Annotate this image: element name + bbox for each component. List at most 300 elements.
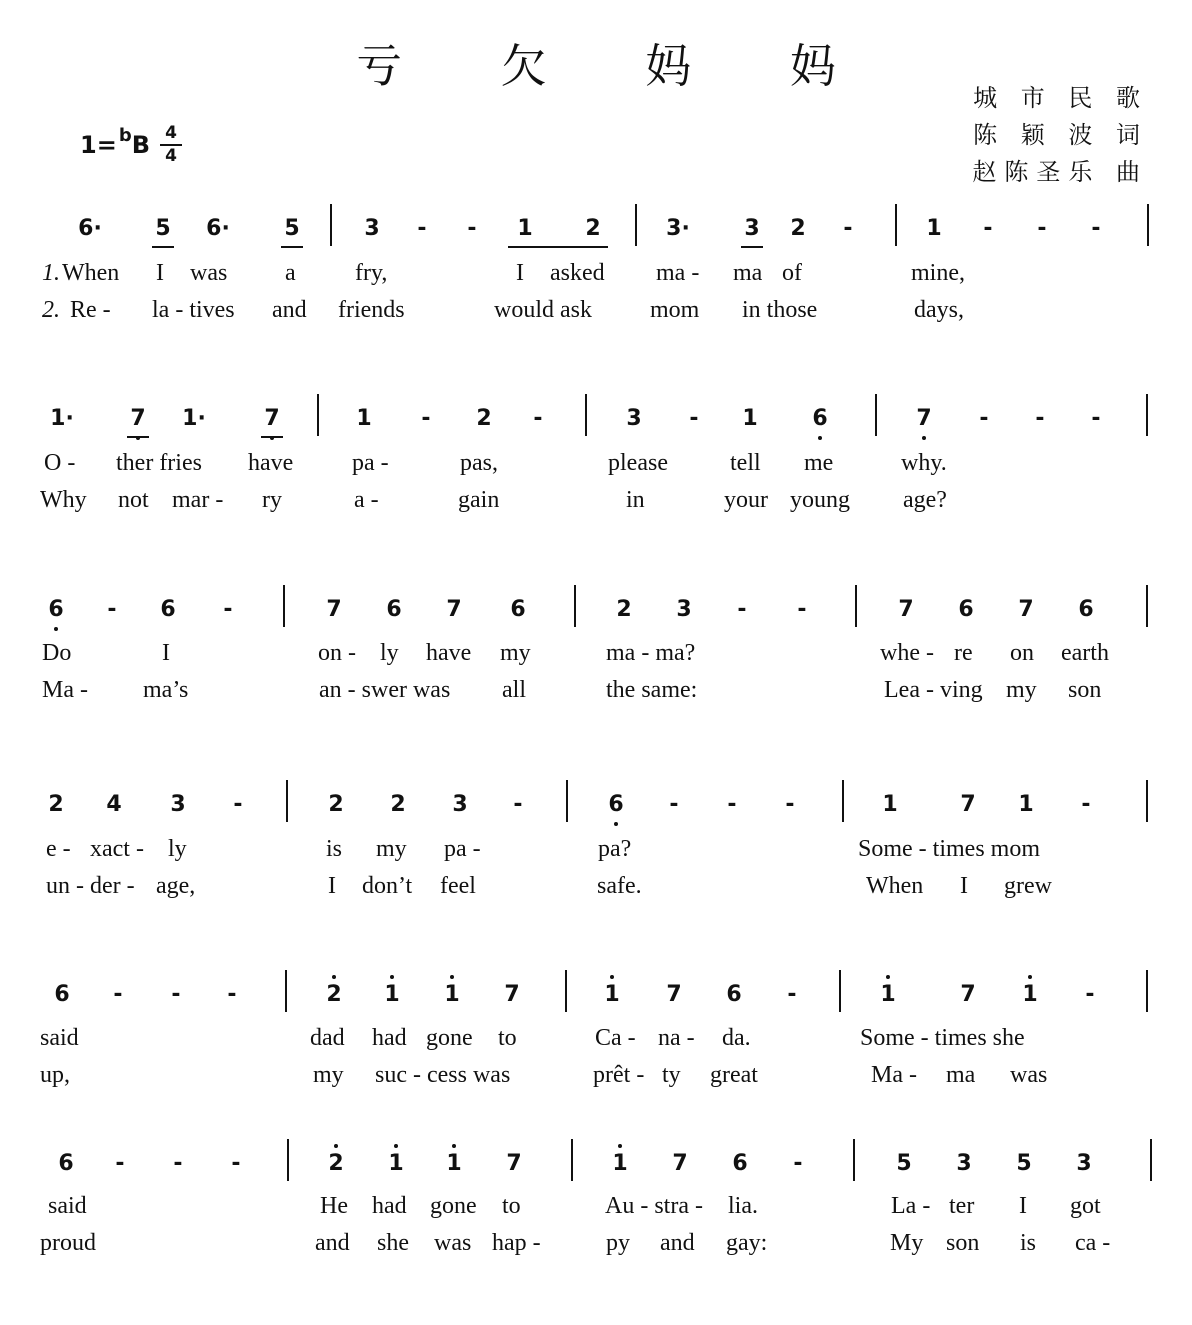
note [501,597,535,627]
lyric-syllable: suc - cess was [375,1062,511,1088]
note-digit: 1 [882,792,898,817]
note [201,216,235,246]
key-prefix: 1= [80,131,117,159]
lyric-syllable: a [285,260,296,286]
note [151,597,185,627]
note [73,216,107,246]
lyric-syllable: na - [658,1025,695,1051]
lyric-syllable: ma - [656,260,700,286]
note [45,982,79,1012]
note-digit: - [417,216,427,241]
key-note: B [131,131,150,159]
note [219,1151,253,1181]
lyric-syllable: is [1020,1230,1037,1256]
note [1025,216,1059,246]
note-digit: 7 [264,406,280,431]
note [39,792,73,822]
note [355,216,389,246]
note [967,406,1001,436]
bar-line [1147,204,1149,246]
lyric-syllable: age? [903,487,947,513]
lyric-syllable: young [790,487,850,513]
lyric-syllable: When [866,873,924,899]
note-digit: 1· [50,406,74,431]
note [221,792,255,822]
note-digit: - [787,982,797,1007]
lyric-syllable: said [48,1193,87,1219]
note-digit: - [227,982,237,1007]
lyric-syllable: 2. [42,297,60,323]
bar-line [317,394,319,436]
note [379,1151,413,1181]
note [723,1151,757,1181]
note [607,597,641,627]
note-digit: 6 [726,982,742,1007]
note [781,216,815,246]
note [1079,216,1113,246]
lyric-syllable: earth [1061,640,1109,666]
note [1009,597,1043,627]
note [907,406,941,436]
high-octave-dot [886,975,890,979]
note [215,982,249,1012]
bar-line [1146,780,1148,822]
lyric-syllable: ly [168,836,187,862]
eighth-note-underline [127,436,149,438]
note [381,792,415,822]
note [803,406,837,436]
lyric-syllable: ter [949,1193,975,1219]
lyric-syllable: and [272,297,307,323]
note [347,406,381,436]
score-row-6 [0,1151,1192,1311]
note [603,1151,637,1181]
low-octave-dot [818,436,822,440]
note-digit: 7 [672,1151,688,1176]
note [211,597,245,627]
note [595,982,629,1012]
lyric-syllable: hap - [492,1230,541,1256]
note [467,406,501,436]
note [951,792,985,822]
note [663,1151,697,1181]
note-digit: 7 [446,597,462,622]
lyric-syllable: my [1006,677,1037,703]
note-digit: 3 [676,597,692,622]
lyric-syllable: re [954,640,973,666]
note [773,792,807,822]
high-octave-dot [390,975,394,979]
note [317,597,351,627]
note-digit: 6 [812,406,828,431]
bar-line [566,780,568,822]
note-digit: 2 [328,792,344,817]
lyric-syllable: please [608,450,668,476]
note [1067,1151,1101,1181]
bar-line [330,204,332,246]
note-digit: - [231,1151,241,1176]
lyric-syllable: son [1068,677,1102,703]
note-digit: 1 [1022,982,1038,1007]
key-signature [80,125,150,159]
bar-line [855,585,857,627]
lyric-syllable: When [62,260,120,286]
note-digit: - [1037,216,1047,241]
lyric-syllable: whe - [880,640,934,666]
note-digit: 3 [1076,1151,1092,1176]
lyric-syllable: son [946,1230,980,1256]
note-digit: 3 [452,792,468,817]
note [1069,597,1103,627]
note-digit: 6 [58,1151,74,1176]
beam-line [508,246,608,248]
lyric-syllable: was [190,260,228,286]
note-digit: - [115,1151,125,1176]
note [39,597,73,627]
note-digit: 2 [790,216,806,241]
lyric-syllable: py [606,1230,630,1256]
note-digit: 1 [612,1151,628,1176]
note-digit: 2 [328,1151,344,1176]
lyric-syllable: age, [156,873,196,899]
note-digit: - [513,792,523,817]
lyric-syllable: asked [550,260,605,286]
note-digit: 1 [356,406,372,431]
lyric-syllable: was [1010,1062,1048,1088]
note [1009,792,1043,822]
lyric-syllable: friends [338,297,405,323]
note [495,982,529,1012]
eighth-note-underline [152,246,174,248]
note-digit: 3 [626,406,642,431]
lyric-syllable: Re - [70,297,111,323]
lyric-syllable: my [500,640,531,666]
bar-line [574,585,576,627]
note-digit: 1 [384,982,400,1007]
lyric-syllable: got [1070,1193,1101,1219]
note-digit: - [223,597,233,622]
note-digit: 6 [1078,597,1094,622]
lyric-syllable: have [426,640,472,666]
lyric-syllable: to [502,1193,521,1219]
note [97,792,131,822]
lyric-syllable: da. [722,1025,751,1051]
note-digit: - [979,406,989,431]
note [1023,406,1057,436]
bar-line [286,780,288,822]
lyric-syllable: Do [42,640,72,666]
note [508,216,542,246]
note-digit: 1 [1018,792,1034,817]
lyric-syllable: I [328,873,336,899]
credits [972,80,1148,191]
lyric-syllable: gone [426,1025,473,1051]
time-signature [160,124,182,166]
bar-line [287,1139,289,1181]
note-digit: - [843,216,853,241]
note [947,1151,981,1181]
lyric-syllable: don’t [362,873,413,899]
note [657,792,691,822]
note-digit: 1 [388,1151,404,1176]
high-octave-dot [450,975,454,979]
bar-line [571,1139,573,1181]
note [661,216,695,246]
lyric-syllable: Ca - [595,1025,636,1051]
note [949,597,983,627]
lyric-syllable: the same: [606,677,698,703]
note [1007,1151,1041,1181]
lyric-syllable: me [804,450,834,476]
lyric-syllable: Ma - [42,677,88,703]
lyric-syllable: of [782,260,802,286]
lyric-syllable: gay: [726,1230,768,1256]
lyric-syllable: was [434,1230,472,1256]
high-octave-dot [610,975,614,979]
lyric-syllable: fry, [355,260,388,286]
lyric-syllable: gain [458,487,500,513]
meter-bottom: 4 [165,146,177,166]
lyric-syllable: days, [914,297,964,323]
high-octave-dot [452,1144,456,1148]
note-digit: 6 [48,597,64,622]
lyric-syllable: grew [1004,873,1052,899]
lyric-syllable: Ma - [871,1062,917,1088]
note [951,982,985,1012]
lyric-syllable: said [40,1025,79,1051]
lyric-syllable: an - swer was [319,677,451,703]
note-digit: 3 [170,792,186,817]
note-digit: 7 [130,406,146,431]
lyric-syllable: pa - [352,450,389,476]
note [521,406,555,436]
lyric-syllable: pa - [444,836,481,862]
note-digit: - [173,1151,183,1176]
note-digit: 2 [48,792,64,817]
note [576,216,610,246]
lyric-syllable: I [960,873,968,899]
note [501,792,535,822]
note [971,216,1005,246]
note-digit: 2 [616,597,632,622]
note-digit: 6 [608,792,624,817]
note-digit: 6 [386,597,402,622]
note [1069,792,1103,822]
note-digit: 6 [958,597,974,622]
note-digit: 1 [742,406,758,431]
lyric-syllable: I [162,640,170,666]
note [95,597,129,627]
lyric-syllable: un - der - [46,873,135,899]
note [377,597,411,627]
note [717,982,751,1012]
composer-credit: 赵陈圣乐 曲 [972,158,1148,186]
genre-credit: 城 市 民 歌 [973,84,1148,112]
lyric-syllable: xact - [90,836,144,862]
lyricist-credit: 陈 颖 波 词 [973,121,1148,149]
bar-line [285,970,287,1012]
note-digit: 7 [1018,597,1034,622]
note [715,792,749,822]
note [275,216,309,246]
lyric-syllable: and [660,1230,695,1256]
lyric-syllable: she [377,1230,409,1256]
lyric-syllable: in those [742,297,818,323]
note [101,982,135,1012]
lyric-syllable: feel [440,873,476,899]
lyric-syllable: my [376,836,407,862]
song-title: 亏 欠 妈 妈 [356,39,878,93]
note-digit: 1 [444,982,460,1007]
eighth-note-underline [281,246,303,248]
lyric-syllable: La - [891,1193,931,1219]
high-octave-dot [332,975,336,979]
lyric-syllable: your [724,487,768,513]
note [409,406,443,436]
note-digit: - [233,792,243,817]
note-digit: 7 [666,982,682,1007]
bar-line [839,970,841,1012]
note-digit: 7 [504,982,520,1007]
note [775,982,809,1012]
note [319,792,353,822]
note-digit: - [983,216,993,241]
note [725,597,759,627]
note-digit: - [113,982,123,1007]
note [161,792,195,822]
lyric-syllable: ty [662,1062,681,1088]
note [887,1151,921,1181]
note-digit: 6 [160,597,176,622]
score-row-4 [0,792,1192,952]
bar-line [1146,585,1148,627]
lyric-syllable: pa? [598,836,632,862]
note [733,406,767,436]
note-digit: 1· [182,406,206,431]
lyric-syllable: Lea - ving [884,677,983,703]
note [435,982,469,1012]
note-digit: 6 [54,982,70,1007]
note-digit: - [1091,216,1101,241]
lyric-syllable: I [1019,1193,1027,1219]
note [161,1151,195,1181]
note-digit: 3· [666,216,690,241]
lyric-syllable: would ask [494,297,592,323]
note [497,1151,531,1181]
note [177,406,211,436]
lyric-syllable: in [626,487,645,513]
note-digit: 1 [880,982,896,1007]
note-digit: 3 [956,1151,972,1176]
note-digit: 7 [916,406,932,431]
lyric-syllable: ma [946,1062,976,1088]
bar-line [842,780,844,822]
note [873,792,907,822]
note-digit: 2 [326,982,342,1007]
note [103,1151,137,1181]
score-row-2 [0,406,1192,566]
lyric-syllable: had [372,1025,407,1051]
low-octave-dot [614,822,618,826]
note-digit: 5 [155,216,171,241]
lyric-syllable: ma - ma? [606,640,696,666]
note [49,1151,83,1181]
note [437,597,471,627]
lyric-syllable: on - [318,640,356,666]
note-digit: 1 [517,216,533,241]
bar-line [1146,970,1148,1012]
note-digit: 3 [364,216,380,241]
note-digit: - [1081,792,1091,817]
lyric-syllable: mom [650,297,700,323]
note-digit: - [689,406,699,431]
note-digit: 1 [604,982,620,1007]
lyric-syllable: mar - [172,487,224,513]
lyric-syllable: a - [354,487,379,513]
note-digit: - [1035,406,1045,431]
note-digit: 4 [106,792,122,817]
bar-line [283,585,285,627]
bar-line [585,394,587,436]
bar-line [565,970,567,1012]
note [319,1151,353,1181]
high-octave-dot [394,1144,398,1148]
note [1079,406,1113,436]
note [677,406,711,436]
lyric-syllable: My [890,1230,924,1256]
lyric-syllable: lia. [728,1193,758,1219]
note-digit: 6 [732,1151,748,1176]
lyric-syllable: 1. [42,260,60,286]
note-digit: - [171,982,181,1007]
lyric-syllable: la - tives [152,297,235,323]
eighth-note-underline [741,246,763,248]
note-digit: 6 [510,597,526,622]
lyric-syllable: to [498,1025,517,1051]
note-digit: 2 [585,216,601,241]
note-digit: 6· [78,216,102,241]
low-octave-dot [922,436,926,440]
note-digit: 5 [1016,1151,1032,1176]
note-digit: - [107,597,117,622]
eighth-note-underline [261,436,283,438]
lyric-syllable: He [320,1193,348,1219]
lyric-syllable: had [372,1193,407,1219]
lyric-syllable: and [315,1230,350,1256]
note [917,216,951,246]
note-digit: 7 [326,597,342,622]
note [455,216,489,246]
note-digit: 5 [284,216,300,241]
note-digit: - [1091,406,1101,431]
lyric-syllable: ly [380,640,399,666]
note-digit: 2 [476,406,492,431]
note [437,1151,471,1181]
note-digit: - [737,597,747,622]
lyric-syllable: gone [430,1193,477,1219]
note-digit: - [1085,982,1095,1007]
lyric-syllable: Some - times mom [858,836,1040,862]
note-digit: - [797,597,807,622]
note [735,216,769,246]
high-octave-dot [1028,975,1032,979]
note [405,216,439,246]
note [781,1151,815,1181]
note [831,216,865,246]
high-octave-dot [334,1144,338,1148]
note [443,792,477,822]
lyric-syllable: ther fries [116,450,202,476]
